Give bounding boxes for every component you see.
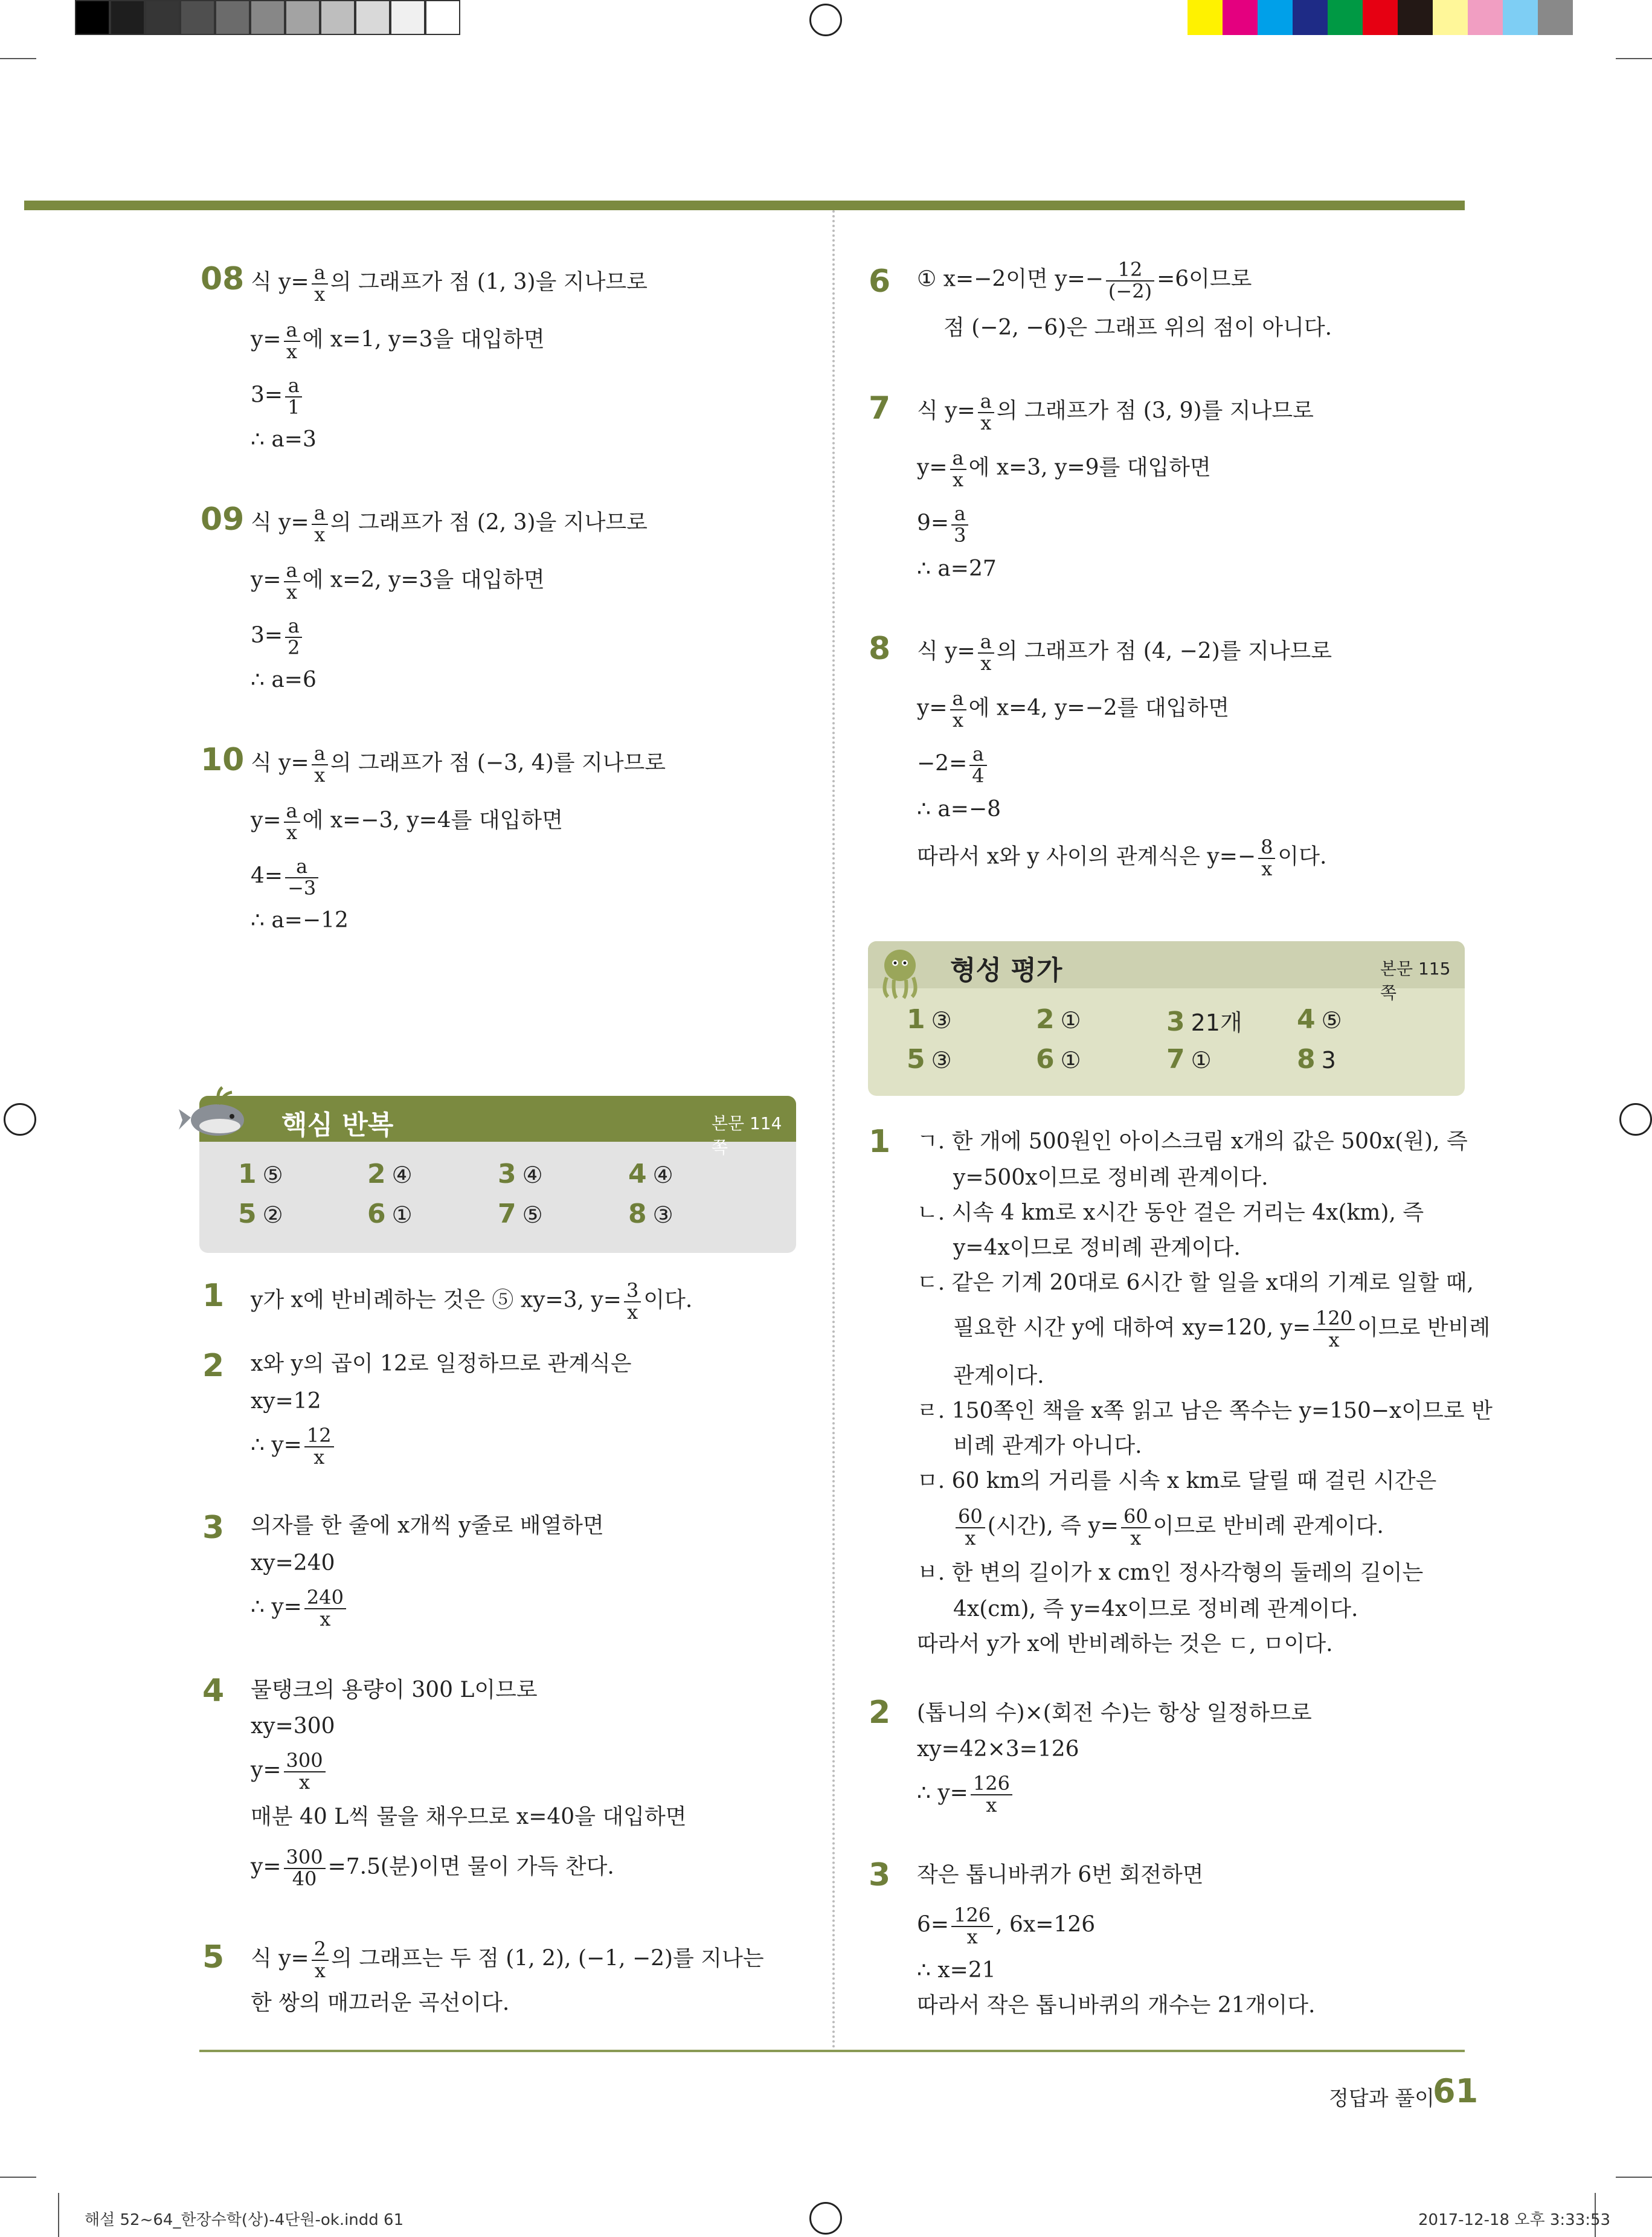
problem-line: 9= $\frac{a}{3}$ [917,504,971,546]
answer-value: ① [1060,1007,1081,1034]
answer-item [1036,1044,1081,1075]
footer-timestamp: 2017-12-18 오후 3:33:53 [1418,2211,1611,2229]
answer-item [1166,1004,1242,1037]
problem-line: 점 (−2, −6)은 그래프 위의 점이 아니다. [943,315,1332,340]
problem-number: 3 [869,1857,891,1893]
problem-line: ∴ y= $\frac{240}{x}$ [251,1588,349,1629]
answer-item [1297,1004,1342,1035]
answer-value: ③ [652,1202,673,1228]
answer-value: ⑤ [1321,1007,1342,1034]
problem-line: 필요한 시간 y에 대하여 xy=120, y= $\frac{120}{x}$ 이므로 반비례 [953,1307,1491,1351]
registration-mark-bottom [809,2202,842,2235]
problem-line: ∴ x=21 [917,1958,996,1983]
answer-number: 5 [907,1044,925,1075]
problem-line: 의자를 한 줄에 x개씩 y줄로 배열하면 [251,1513,604,1538]
answer-value: ④ [652,1162,673,1188]
whale-mascot-icon [176,1083,249,1143]
answer-number: 3 [498,1159,516,1189]
problem-line: 따라서 x와 y 사이의 관계식은 y=− $\frac{8}{x}$ 이다. [917,835,1327,880]
problem-line: 따라서 작은 톱니바퀴의 개수는 21개이다. [917,1993,1316,2018]
problem-line: ∴ a=6 [251,668,317,692]
answer-item [498,1199,543,1229]
answer-value: ⑤ [262,1162,283,1188]
problem-number: 5 [202,1939,225,1975]
color-swatch [1433,0,1468,35]
registration-mark-right [1619,1103,1652,1136]
answer-item [1036,1004,1081,1035]
color-swatch [1188,0,1223,35]
problem-number: 6 [869,263,891,300]
crop-mark [0,2177,36,2178]
problem-number: 8 [869,631,891,667]
gray-swatch [285,0,320,35]
problem-line: ㄱ. 한 개에 500원인 아이스크림 x개의 값은 500x(원), 즉 [917,1129,1468,1154]
answer-number: 3 [1166,1006,1185,1037]
answer-item [367,1199,413,1229]
color-swatch [1468,0,1503,35]
crop-mark [0,58,36,59]
problem-line: ㄹ. 150쪽인 책을 x쪽 읽고 남은 쪽수는 y=150−x이므로 반 [917,1399,1493,1423]
problem-number: 4 [202,1673,225,1709]
problem-number: 08 [201,261,245,297]
problem-line: 관계이다. [953,1363,1044,1388]
review-box-title: 핵심 반복 [281,1110,394,1141]
problem-line: ∴ a=27 [917,556,997,581]
answer-value: ④ [391,1162,413,1188]
problem-line: 4= $\frac{a}{-3}$ [251,857,321,898]
problem-line: ㄴ. 시속 4 km로 x시간 동안 걸은 거리는 4x(km), 즉 [917,1200,1424,1225]
answer-item [498,1159,543,1189]
gray-swatch [215,0,250,35]
gray-swatch [320,0,355,35]
problem-line: 6= $\frac{126}{x}$ , 6x=126 [917,1904,1096,1948]
gray-swatch [425,0,460,35]
color-swatch [1328,0,1363,35]
problem-line: y가 x에 반비례하는 것은 ⑤ xy=3, y= $\frac{3}{x}$ 이다. [251,1279,693,1324]
problem-line: ㅂ. 한 변의 길이가 x cm인 정사각형의 둘레의 길이는 [917,1560,1424,1585]
answer-number: 8 [1297,1044,1316,1075]
answer-number: 6 [367,1199,386,1229]
problem-number: 10 [201,742,245,778]
gray-swatch [180,0,215,35]
footer-rule [199,2050,1465,2052]
problem-line: ∴ y= $\frac{126}{x}$ [917,1774,1015,1815]
problem-line: (톱니의 수)×(회전 수)는 항상 일정하므로 [917,1701,1312,1725]
evaluation-box-reference: 본문 115쪽 [1380,959,1451,1003]
registration-mark-left [4,1103,36,1136]
problem-line: ∴ a=−12 [251,908,349,933]
answer-number: 6 [1036,1044,1055,1075]
answer-item [1297,1044,1336,1075]
problem-line: y= $\frac{a}{x}$ 에 x=1, y=3을 대입하면 [251,318,545,363]
problem-line: y= $\frac{a}{x}$ 에 x=3, y=9를 대입하면 [917,446,1211,491]
answer-item [238,1199,283,1229]
answer-value: 21개 [1191,1009,1242,1036]
gray-swatch [250,0,285,35]
problem-line: 식 y= $\frac{a}{x}$ 의 그래프가 점 (−3, 4)를 지나므로 [251,742,666,787]
problem-line: 식 y= $\frac{a}{x}$ 의 그래프가 점 (4, −2)를 지나므로 [917,630,1332,675]
problem-line: ㄷ. 같은 기계 20대로 6시간 할 일을 x대의 기계로 일할 때, [917,1270,1474,1295]
evaluation-box-title: 형성 평가 [950,955,1062,986]
evaluation-answer-box [868,941,1465,1096]
problem-number: 09 [201,501,245,538]
color-swatch [1223,0,1258,35]
page-number: 61 [1433,2072,1479,2110]
problem-line: y=4x이므로 정비례 관계이다. [953,1235,1241,1260]
answer-value: ④ [522,1162,543,1188]
problem-line: 물탱크의 용량이 300 L이므로 [251,1678,538,1702]
answer-value: ① [1060,1047,1081,1073]
color-swatch [1363,0,1398,35]
gray-swatch [145,0,180,35]
problem-line: ㅁ. 60 km의 거리를 시속 x km로 달릴 때 걸린 시간은 [917,1469,1437,1493]
problem-line: 3= $\frac{a}{2}$ [251,616,304,658]
gray-swatch [390,0,425,35]
problem-line: 식 y= $\frac{a}{x}$ 의 그래프가 점 (1, 3)을 지나므로 [251,261,648,306]
problem-line: ∴ a=3 [251,427,317,452]
answer-number: 4 [1297,1004,1316,1035]
answer-item [907,1004,952,1035]
answer-number: 1 [907,1004,925,1035]
answer-item [238,1159,283,1189]
problem-line: y= $\frac{a}{x}$ 에 x=4, y=−2를 대입하면 [917,687,1229,732]
gray-swatch [110,0,145,35]
problem-line: 4x(cm), 즉 y=4x이므로 정비례 관계이다. [953,1597,1358,1621]
problem-line: y= $\frac{300}{x}$ [251,1751,328,1792]
answer-item [628,1159,673,1189]
answer-value: 3 [1321,1047,1336,1073]
problem-line: xy=300 [251,1714,335,1739]
problem-line: 한 쌍의 매끄러운 곡선이다. [251,1991,510,2015]
footer-file-info: 해설 52~64_한장수학(상)-4단원-ok.indd 61 [85,2211,404,2229]
answer-item [367,1159,413,1189]
problem-line: 작은 톱니바퀴가 6번 회전하면 [917,1862,1204,1887]
problem-line: $\frac{60}{x}$ (시간), 즉 y= $\frac{60}{x}$ 이므로 반비례 관계이다. [953,1507,1384,1548]
gray-swatch [355,0,390,35]
problem-line: ∴ a=−8 [917,797,1001,822]
page-label: 정답과 풀이 [1329,2087,1435,2111]
answer-number: 7 [498,1199,516,1229]
crop-mark [58,2193,59,2237]
mascot-icon [870,940,930,1000]
problem-number: 2 [202,1348,225,1384]
problem-number: 2 [869,1695,891,1731]
crop-mark [1616,58,1652,59]
answer-number: 4 [628,1159,647,1189]
color-swatch [1293,0,1328,35]
header-bar [24,201,1465,210]
crop-mark [1616,2177,1652,2178]
review-answer-box [199,1096,796,1253]
answer-number: 2 [1036,1004,1055,1035]
answer-value: ② [262,1202,283,1228]
problem-line: 매분 40 L씩 물을 채우므로 x=40을 대입하면 [251,1804,687,1829]
problem-line: 식 y= $\frac{a}{x}$ 의 그래프가 점 (2, 3)을 지나므로 [251,501,648,546]
problem-line: 따라서 y가 x에 반비례하는 것은 ㄷ, ㅁ이다. [917,1632,1333,1656]
problem-number: 3 [202,1510,225,1546]
answer-value: ① [1191,1047,1212,1073]
answer-number: 5 [238,1199,257,1229]
answer-number: 1 [238,1159,257,1189]
problem-line: ∴ y= $\frac{12}{x}$ [251,1426,336,1467]
problem-line: y= $\frac{300}{40}$ =7.5(분)이면 물이 가득 찬다. [251,1846,614,1890]
problem-line: y= $\frac{a}{x}$ 에 x=−3, y=4를 대입하면 [251,799,563,844]
answer-number: 7 [1166,1044,1185,1075]
answer-item [1166,1044,1212,1075]
problem-line: xy=12 [251,1389,321,1414]
registration-mark-top [809,4,842,36]
color-swatch [1258,0,1293,35]
problem-line: 3= $\frac{a}{1}$ [251,376,304,417]
problem-line: xy=240 [251,1551,335,1576]
color-swatch [1538,0,1573,35]
column-divider [832,210,835,2050]
problem-number: 7 [869,390,891,426]
review-box-reference: 본문 114쪽 [712,1113,782,1157]
problem-line: 비례 관계가 아니다. [953,1434,1142,1458]
problem-line: xy=42×3=126 [917,1737,1079,1762]
answer-item [628,1199,673,1229]
problem-line: 식 y= $\frac{a}{x}$ 의 그래프가 점 (3, 9)를 지나므로 [917,390,1314,434]
answer-number: 2 [367,1159,386,1189]
answer-value: ① [391,1202,413,1228]
problem-line: −2= $\frac{a}{4}$ [917,744,989,786]
answer-value: ③ [931,1047,952,1073]
answer-number: 8 [628,1199,647,1229]
problem-line: x와 y의 곱이 12로 일정하므로 관계식은 [251,1351,632,1376]
color-swatch [1398,0,1433,35]
gray-swatch [75,0,110,35]
problem-line: y=500x이므로 정비례 관계이다. [953,1165,1268,1190]
problem-line: y= $\frac{a}{x}$ 에 x=2, y=3을 대입하면 [251,559,545,604]
problem-line: ① x=−2이면 y=− $\frac{12}{(-2)}$ =6이므로 [917,258,1252,303]
answer-item [907,1044,952,1075]
answer-value: ③ [931,1007,952,1034]
color-swatch [1503,0,1538,35]
problem-number: 1 [869,1124,891,1160]
problem-line: 식 y= $\frac{2}{x}$ 의 그래프는 두 점 (1, 2), (−1, −2)를 지나는 [251,1937,764,1982]
problem-number: 1 [202,1278,225,1314]
answer-value: ⑤ [522,1202,543,1228]
